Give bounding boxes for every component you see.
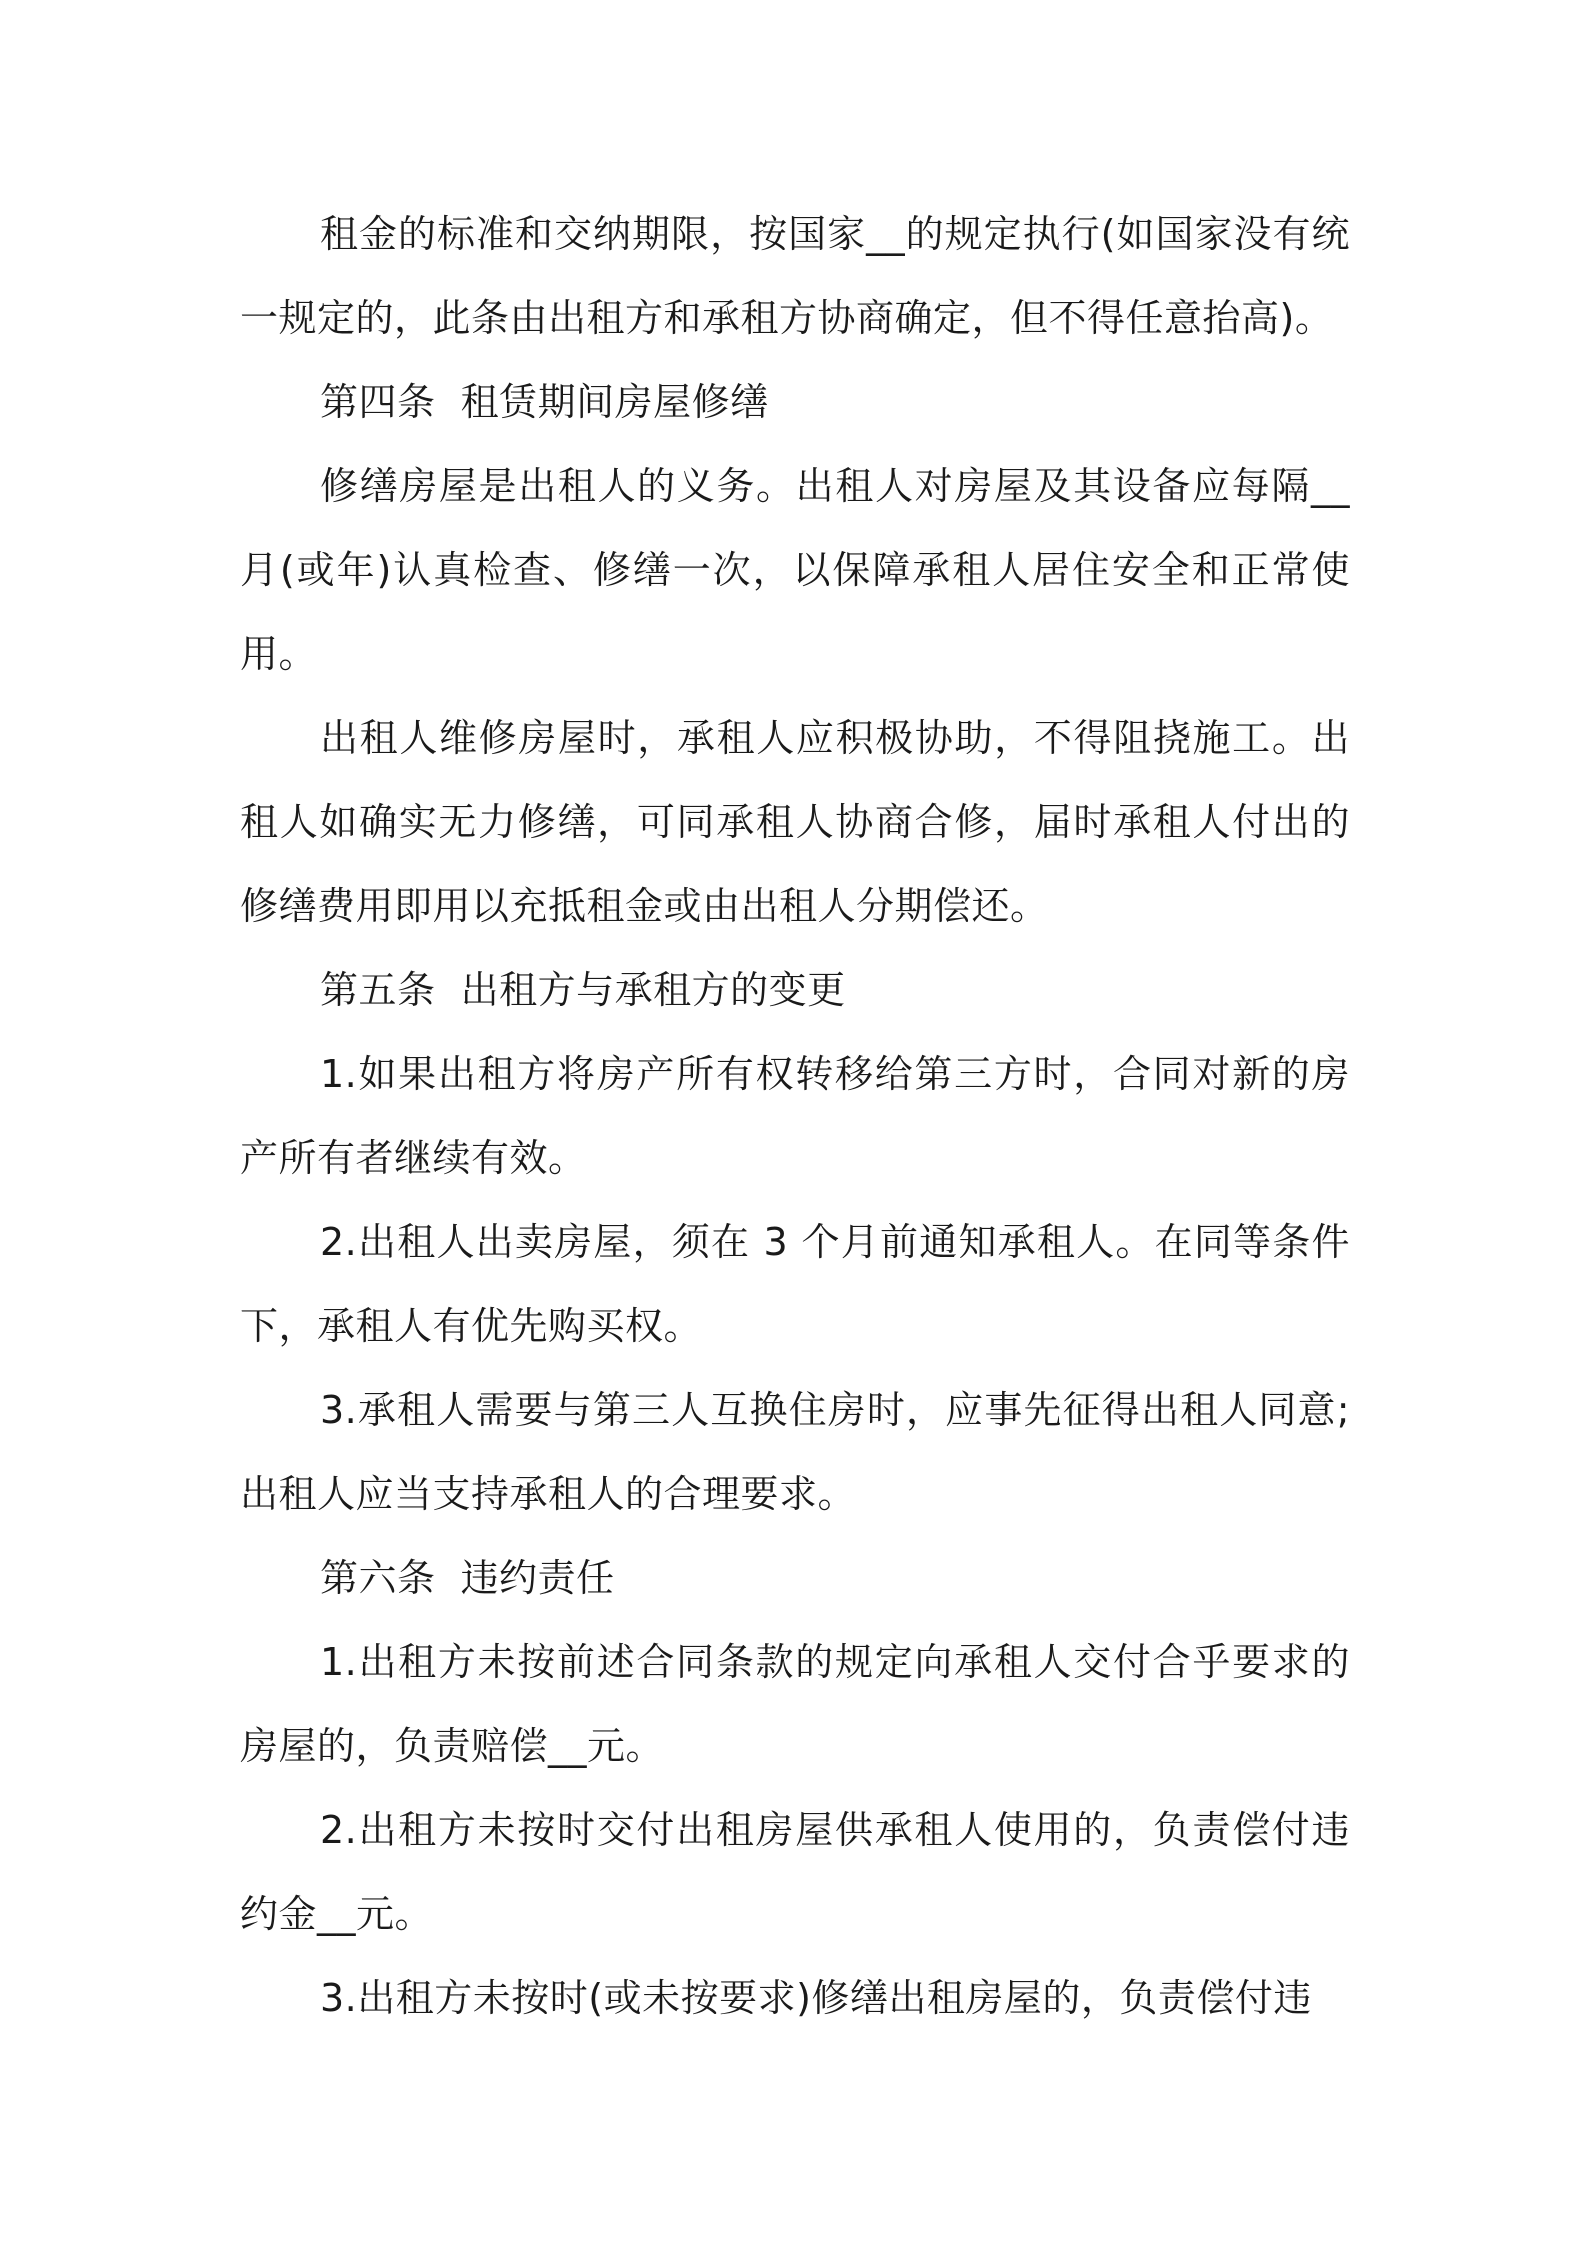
paragraph-liability-2: 2.出租方未按时交付出租房屋供承租人使用的，负责偿付违约金__元。 [240, 1808, 1350, 1936]
paragraph-rent-standard: 租金的标准和交纳期限，按国家__的规定执行(如国家没有统一规定的，此条由出租方和承租方协商确定，但不得任意抬高)。 [240, 212, 1350, 340]
paragraph-change-1: 1.如果出租方将房产所有权转移给第三方时，合同对新的房产所有者继续有效。 [240, 1052, 1350, 1180]
paragraph-liability-3: 3.出租方未按时(或未按要求)修缮出租房屋的，负责偿付违 [320, 1976, 1312, 2020]
paragraph-repair-duty: 修缮房屋是出租人的义务。出租人对房屋及其设备应每隔__月(或年)认真检查、修缮一次，以保障承租人居住安全和正常使用。 [240, 464, 1350, 676]
paragraph-change-2: 2.出租人出卖房屋，须在 3 个月前通知承租人。在同等条件下，承租人有优先购买权。 [240, 1220, 1350, 1348]
paragraph-liability-1: 1.出租方未按前述合同条款的规定向承租人交付合乎要求的房屋的，负责赔偿__元。 [240, 1640, 1350, 1768]
document-body [240, 192, 1350, 2040]
paragraph-change-3: 3.承租人需要与第三人互换住房时，应事先征得出租人同意;出租人应当支持承租人的合理要求。 [240, 1388, 1350, 1516]
article-5-heading: 第五条 出租方与承租方的变更 [320, 968, 846, 1012]
article-4-heading: 第四条 租赁期间房屋修缮 [320, 380, 769, 424]
paragraph-repair-cooperation: 出租人维修房屋时，承租人应积极协助，不得阻挠施工。出租人如确实无力修缮，可同承租人协商合修，届时承租人付出的修缮费用即用以充抵租金或由出租人分期偿还。 [240, 716, 1350, 928]
article-6-heading: 第六条 违约责任 [320, 1556, 615, 1600]
